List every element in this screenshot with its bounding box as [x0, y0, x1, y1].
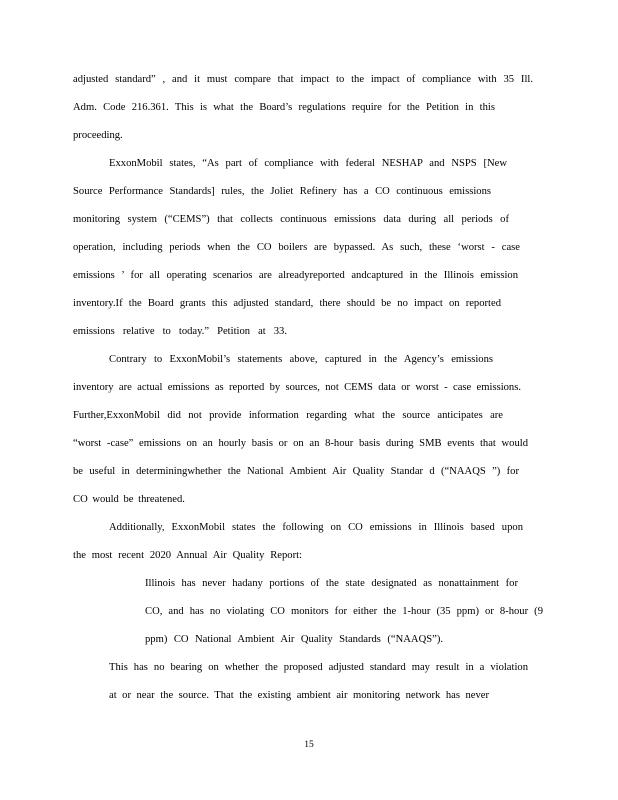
page-number: 15: [304, 740, 314, 750]
text-line: emissions relative to today.” Petition at 33.: [73, 326, 287, 337]
text-line: inventory are actual emissions as reported by sources, not CEMS data or worst - case emissions.: [73, 382, 521, 393]
text-line: Further,ExxonMobil did not provide information regarding what the source anticipates are: [73, 410, 503, 421]
text-line: CO would be threatened.: [73, 494, 185, 505]
text-line: adjusted standard” , and it must compare that impact to the impact of compliance with 35 Ill.: [73, 74, 533, 85]
text-line: Source Performance Standards] rules, the Joliet Refinery has a CO continuous emissions: [73, 186, 491, 197]
text-line: be useful in determiningwhether the National Ambient Air Quality Standar d (“NAAQS ”) for: [73, 466, 519, 477]
text-line: operation, including periods when the CO boilers are bypassed. As such, these ‘worst - case: [73, 242, 520, 253]
text-line: inventory.If the Board grants this adjusted standard, there should be no impact on reported: [73, 298, 501, 309]
text-line: ExxonMobil states, “As part of compliance with federal NESHAP and NSPS [New: [109, 158, 507, 169]
text-line: This has no bearing on whether the proposed adjusted standard may result in a violation: [109, 662, 528, 673]
text-line: Adm. Code 216.361. This is what the Board’s regulations require for the Petition in this: [73, 102, 495, 113]
text-line: at or near the source. That the existing ambient air monitoring network has never: [109, 690, 489, 701]
text-line: proceeding.: [73, 130, 123, 141]
text-line: Contrary to ExxonMobil’s statements above, captured in the Agency’s emissions: [109, 354, 493, 365]
text-line: the most recent 2020 Annual Air Quality Report:: [73, 550, 302, 561]
text-line: Additionally, ExxonMobil states the following on CO emissions in Illinois based upon: [109, 522, 523, 533]
text-line: emissions ’ for all operating scenarios are alreadyreported andcaptured in the Illinois emission: [73, 270, 518, 281]
bullet-text-line: CO, and has no violating CO monitors for either the 1-hour (35 ppm) or 8-hour (9: [145, 606, 543, 617]
text-line: “worst -case” emissions on an hourly basis or on an 8-hour basis during SMB events that would: [73, 438, 528, 449]
text-line: monitoring system (“CEMS”) that collects continuous emissions data during all periods of: [73, 214, 509, 225]
bullet-text-line: ppm) CO National Ambient Air Quality Standards (“NAAQS”).: [145, 634, 443, 645]
bullet-text-line: Illinois has never hadany portions of the state designated as nonattainment for: [145, 578, 518, 589]
